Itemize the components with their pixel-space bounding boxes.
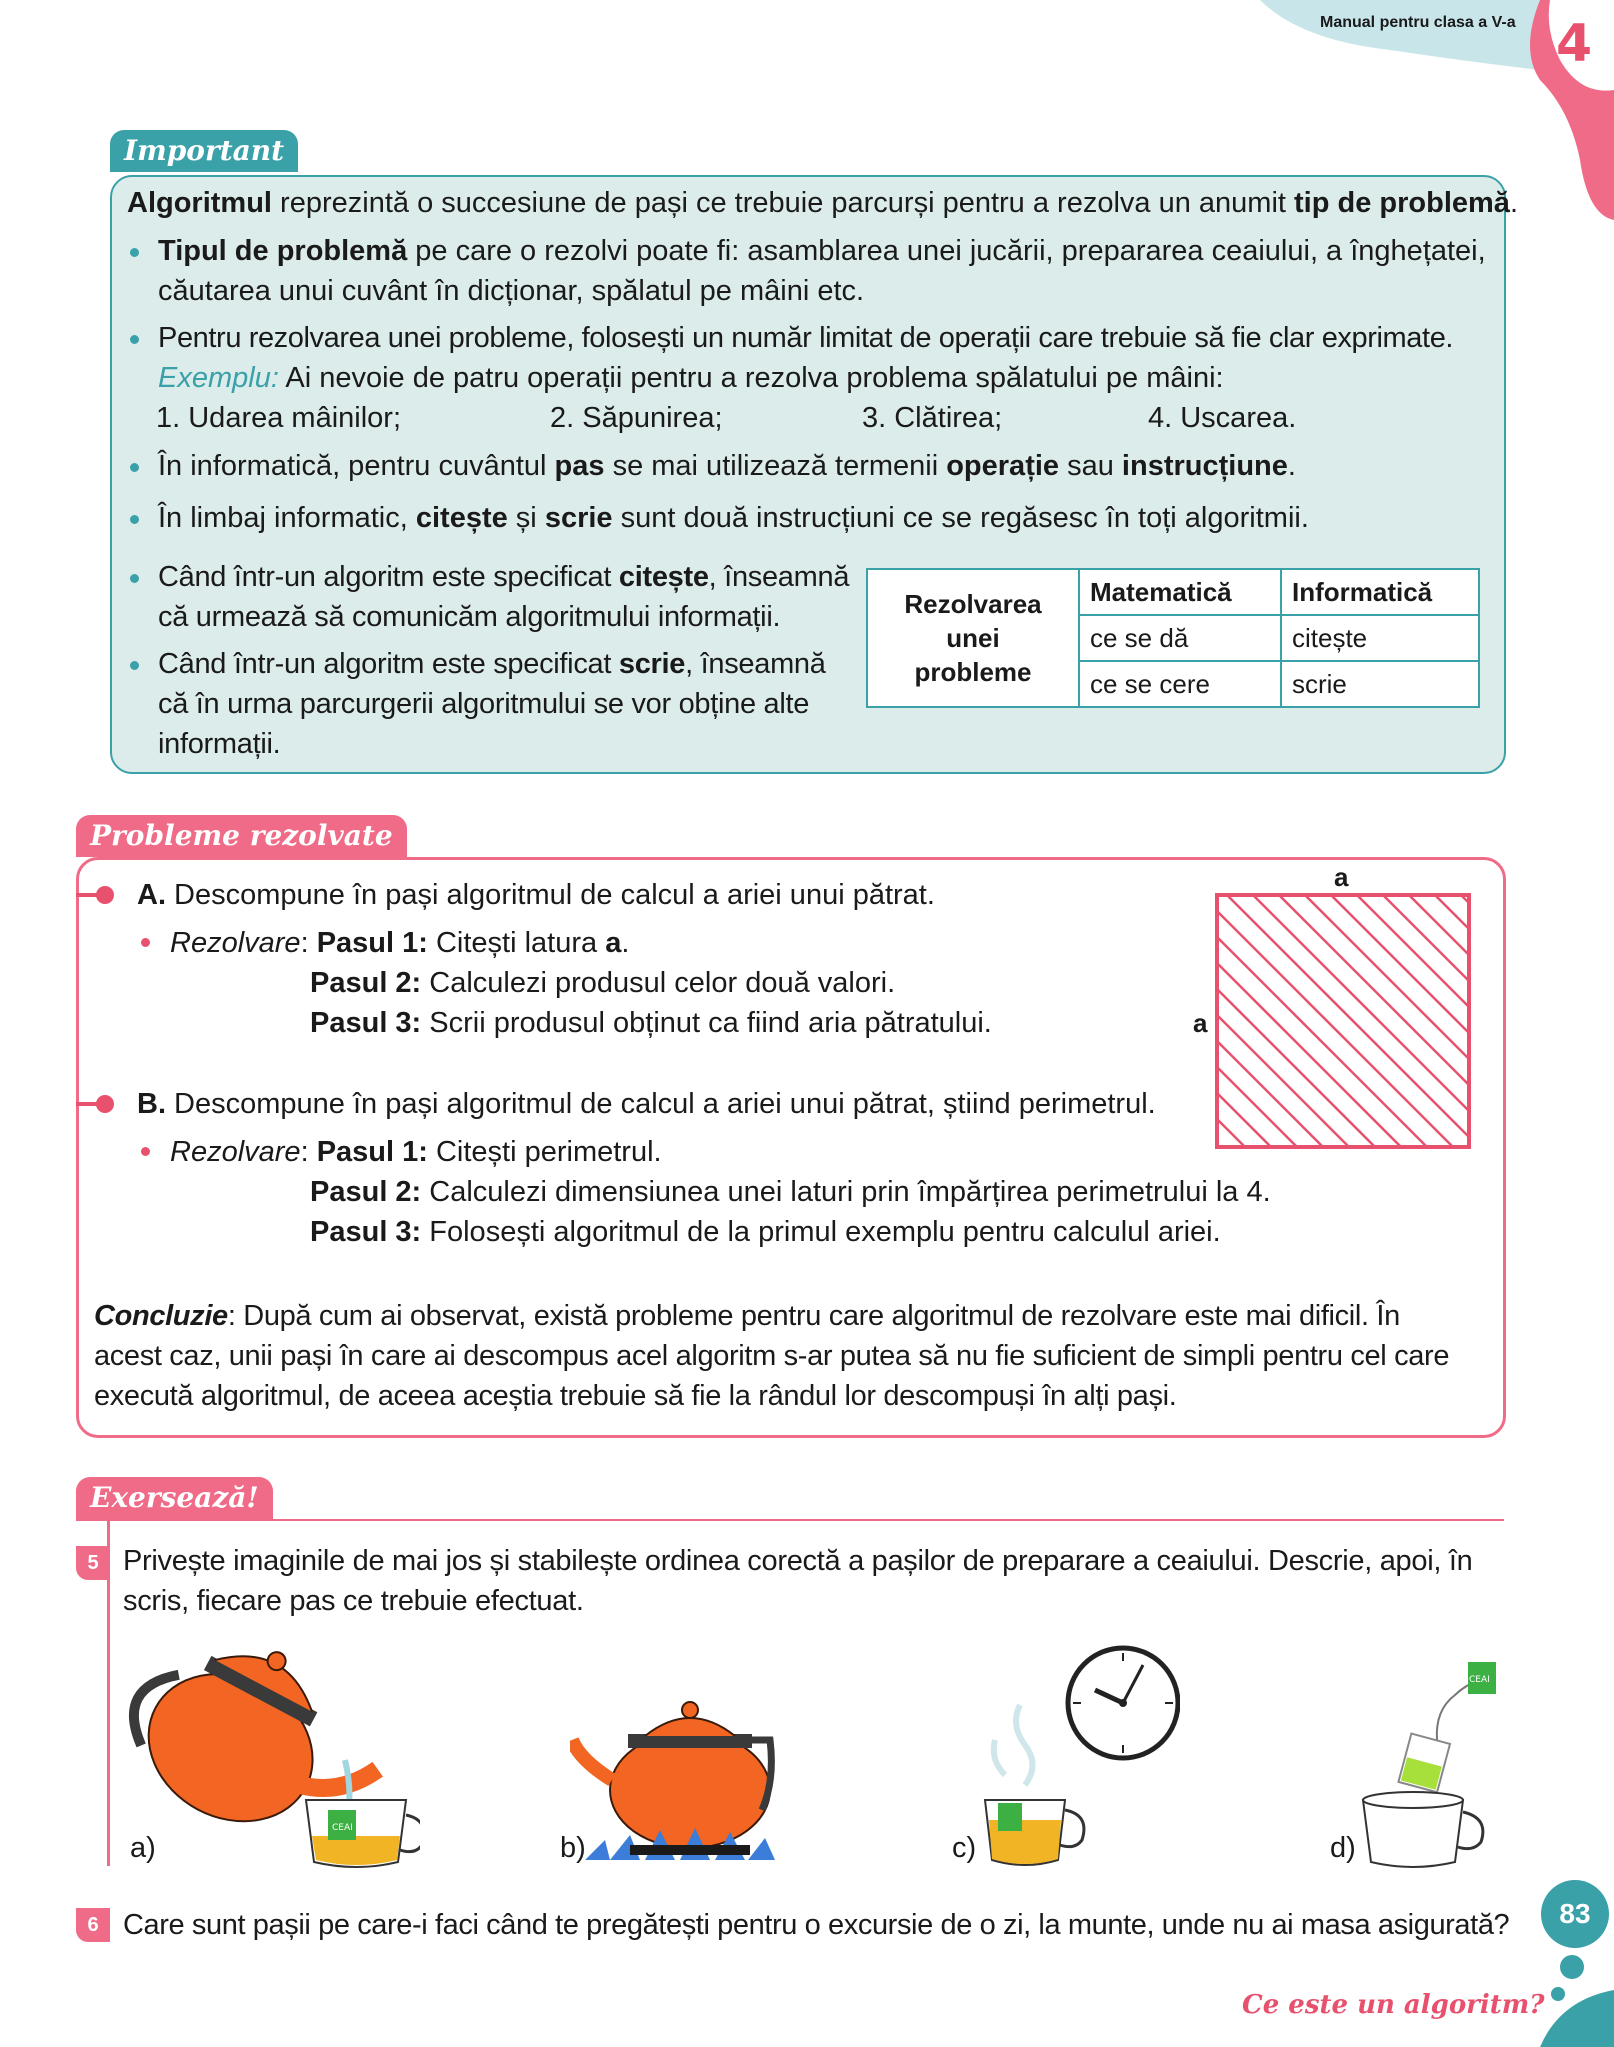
important-bullet-1: Tipul de problemă pe care o rezolvi poate fi: asamblarea unei jucării, prepararea ceaiului, a înghețatei, căutarea unui cuvânt în dicționar, spălatul pe mâini etc. bbox=[158, 235, 1486, 307]
problem-a-step-1: Rezolvare: Pasul 1: Citești latura a. bbox=[170, 927, 630, 959]
page-number: 83 bbox=[1541, 1880, 1609, 1948]
important-bullet-6: Când într-un algoritm este specificat scrie, înseamnă că în urma parcurgerii algoritmului se vor obține alte informații. bbox=[158, 648, 826, 760]
question-5-text: Privește imaginile de mai jos și stabilește ordinea corectă a pașilor de preparare a ceaiului. Descrie, apoi, în scris, fiecare pas ce trebuie efectuat. bbox=[123, 1545, 1473, 1617]
bullet bbox=[141, 938, 150, 947]
step-4: 4. Uscarea. bbox=[1148, 402, 1297, 434]
bullet bbox=[130, 335, 139, 344]
step-1: 1. Udarea mâinilor; bbox=[156, 402, 401, 434]
marker-dot bbox=[96, 886, 114, 904]
question-number-6: 6 bbox=[76, 1908, 110, 1942]
footer-corner bbox=[1540, 1990, 1614, 2047]
table-col-header-info: Informatică bbox=[1281, 569, 1479, 615]
exercise-tab: Exersează! bbox=[76, 1477, 273, 1519]
important-bullet-4: În limbaj informatic, citește și scrie sunt două instrucțiuni ce se regăsesc în toți algoritmii. bbox=[158, 502, 1309, 534]
important-bullet-3: În informatică, pentru cuvântul pas se mai utilizează termenii operație sau instrucțiune. bbox=[158, 450, 1296, 482]
hatched-square bbox=[1215, 893, 1471, 1149]
problem-a-step-2: Pasul 2: Calculezi produsul celor două valori. bbox=[310, 967, 896, 999]
conclusion: Concluzie: După cum ai observat, există probleme pentru care algoritmul de rezolvare este mai dificil. În acest caz, unii pași în care ai descompus acel algoritm s-ar putea să nu fie suficient de simpli pentru cel care execută algoritmul, de aceea aceștia trebuie să fie la rândul lor descompuși în alți pași. bbox=[94, 1300, 1450, 1412]
kettle-on-stove-image bbox=[570, 1700, 790, 1865]
problem-a: A. Descompune în pași algoritmul de calcul a ariei unui pătrat. bbox=[137, 879, 935, 911]
important-bullet-2: Pentru rezolvarea unei probleme, folosești un număr limitat de operații care trebuie să fie clar exprimate. bbox=[158, 322, 1454, 354]
image-label-a: a) bbox=[130, 1832, 156, 1864]
bullet bbox=[130, 463, 139, 472]
table-cell: ce se dă bbox=[1079, 615, 1281, 661]
table-cell: ce se cere bbox=[1079, 661, 1281, 707]
image-label-b: b) bbox=[560, 1832, 586, 1864]
image-label-d: d) bbox=[1330, 1832, 1356, 1864]
tea-tag-text: CEAI bbox=[1469, 1675, 1490, 1685]
bullet bbox=[141, 1147, 150, 1156]
manual-title: Manual pentru clasa a V-a bbox=[1320, 14, 1516, 31]
chapter-number: 4 bbox=[1556, 14, 1593, 74]
exercise-rule bbox=[76, 1519, 1504, 1521]
solved-tab: Probleme rezolvate bbox=[76, 815, 407, 857]
bullet bbox=[130, 574, 139, 583]
question-6-text: Care sunt pașii pe care-i faci când te pregătești pentru o excursie de o zi, la munte, unde nu ai masa asigurată? bbox=[123, 1909, 1510, 1941]
image-label-c: c) bbox=[952, 1832, 977, 1864]
comparison-table bbox=[866, 568, 1480, 708]
problem-b: B. Descompune în pași algoritmul de calcul a ariei unui pătrat, știind perimetrul. bbox=[137, 1088, 1156, 1120]
table-cell: citește bbox=[1281, 615, 1479, 661]
question-number-5: 5 bbox=[76, 1546, 110, 1580]
problem-b-step-3: Pasul 3: Folosești algoritmul de la primul exemplu pentru calculul ariei. bbox=[310, 1216, 1221, 1248]
marker-dot bbox=[96, 1095, 114, 1113]
square-label-top: a bbox=[1334, 862, 1349, 892]
important-example: Exemplu: Ai nevoie de patru operații pentru a rezolva problema spălatului pe mâini: bbox=[158, 362, 1224, 394]
table-col-header-math: Matematică bbox=[1079, 569, 1281, 615]
important-tab: Important bbox=[110, 130, 298, 172]
table-row-header: Rezolvarea unei probleme bbox=[867, 569, 1079, 707]
step-2: 2. Săpunirea; bbox=[550, 402, 723, 434]
bullet bbox=[130, 661, 139, 670]
bullet bbox=[130, 248, 139, 257]
problem-b-step-2: Pasul 2: Calculezi dimensiunea unei laturi prin împărțirea perimetrului la 4. bbox=[310, 1176, 1271, 1208]
bullet bbox=[130, 515, 139, 524]
chapter-title-footer: Ce este un algoritm? bbox=[1242, 1990, 1545, 2020]
square-label-left: a bbox=[1193, 1008, 1208, 1038]
problem-a-step-3: Pasul 3: Scrii produsul obținut ca fiind aria pătratului. bbox=[310, 1007, 992, 1039]
table-cell: scrie bbox=[1281, 661, 1479, 707]
pouring-kettle-image bbox=[120, 1640, 420, 1870]
footer-dot bbox=[1560, 1955, 1584, 1979]
important-intro: Algoritmul reprezintă o succesiune de pași ce trebuie parcurși pentru a rezolva un anumit tip de problemă. bbox=[127, 187, 1518, 219]
teabag-cup-image bbox=[1355, 1650, 1515, 1870]
clock-and-cup-image bbox=[980, 1645, 1180, 1870]
problem-b-step-1: Rezolvare: Pasul 1: Citești perimetrul. bbox=[170, 1136, 662, 1168]
tea-tag-text: CEAI bbox=[332, 1823, 353, 1833]
step-3: 3. Clătirea; bbox=[862, 402, 1003, 434]
important-bullet-5: Când într-un algoritm este specificat citește, înseamnă că urmează să comunicăm algoritmului informații. bbox=[158, 561, 850, 633]
